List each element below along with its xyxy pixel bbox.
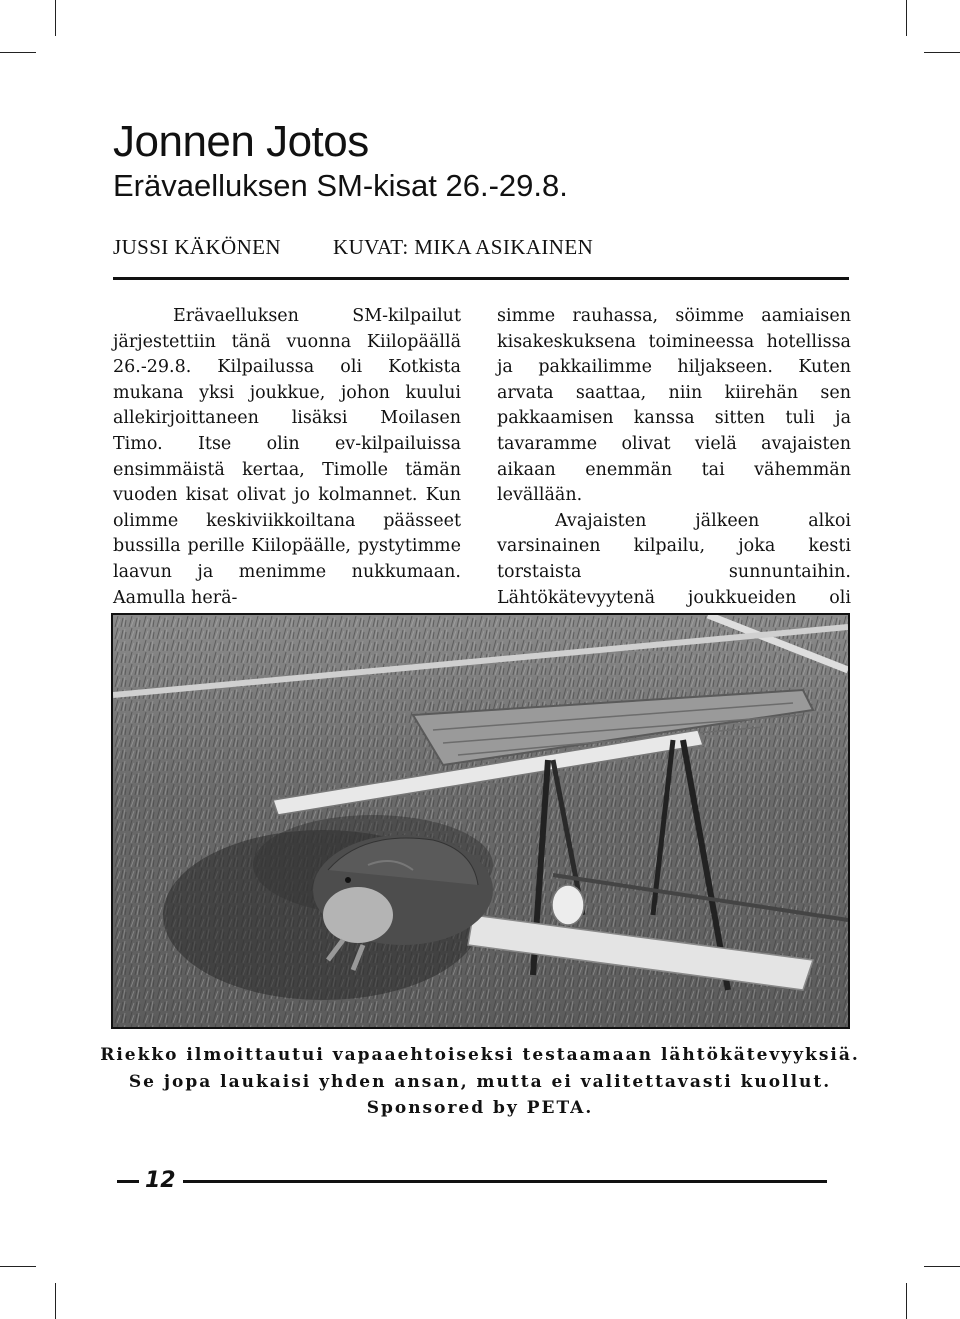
crop-mark-bl-v [55, 1283, 56, 1319]
caption-line: Sponsored by PETA. [366, 1098, 594, 1118]
crop-mark-tl-h [0, 52, 36, 53]
article-subtitle: Erävaelluksen SM-kisat 26.-29.8. [113, 168, 568, 203]
crop-mark-bl-h [0, 1266, 36, 1267]
footer-rule-right [183, 1180, 827, 1183]
caption-line: Riekko ilmoittautui vapaaehtoiseksi testaamaan lähtökätevyyksiä. [100, 1045, 860, 1065]
body-paragraph: Erävaelluksen SM-kilpailut järjestettiin tänä vuonna Kiilopäällä 26.-29.8. Kilpailussa oli Kotkista mukana yksi joukkue, johon kuului allekirjoittaneen lisäksi Moilasen Timo. Itse olin ev-kilpailuissa ensimmäistä kertaa, Timolle tämän vuoden kisat olivat jo kolmannet. Kun olimme keskiviikkoiltana päässeet bussilla perille Kiilopäälle, pystytimme laavun ja menimme nukkumaan. Aamulla herä- [113, 306, 461, 608]
crop-mark-tl-v [55, 0, 56, 36]
crop-mark-br-h [924, 1266, 960, 1267]
crop-mark-tr-h [924, 52, 960, 53]
article-photo [111, 613, 850, 1029]
photo-illustration [113, 615, 848, 1027]
photo-caption [100, 1042, 860, 1122]
body-column-left [113, 304, 461, 611]
crop-mark-tr-v [906, 0, 907, 36]
page-number: 12 [145, 1168, 176, 1193]
header-rule [113, 277, 849, 280]
footer-rule-left [117, 1180, 139, 1183]
caption-line: Se jopa laukaisi yhden ansan, mutta ei valitettavasti kuollut. [128, 1071, 832, 1092]
article-title: Jonnen Jotos [113, 117, 369, 166]
photo-credit: KUVAT: MIKA ASIKAINEN [333, 235, 594, 259]
body-paragraph: Avajaisten jälkeen alkoi varsinainen kilpailu, joka kesti torstaista sunnuntaihin. Lähtökätevyytenä joukkueiden oli [497, 510, 851, 608]
author-byline: JUSSI KÄKÖNEN [113, 235, 281, 259]
body-paragraph: simme rauhassa, söimme aamiaisen kisakeskuksena toimineessa hotellissa ja pakkailimme hiljakseen. Kuten arvata saattaa, niin kiirehän sen pakkaamisen kanssa sitten tuli ja tavaramme olivat vielä avajaisten aikaan enemmän tai vähemmän levällään. [497, 306, 851, 506]
crop-mark-br-v [906, 1283, 907, 1319]
body-column-right [497, 304, 851, 637]
